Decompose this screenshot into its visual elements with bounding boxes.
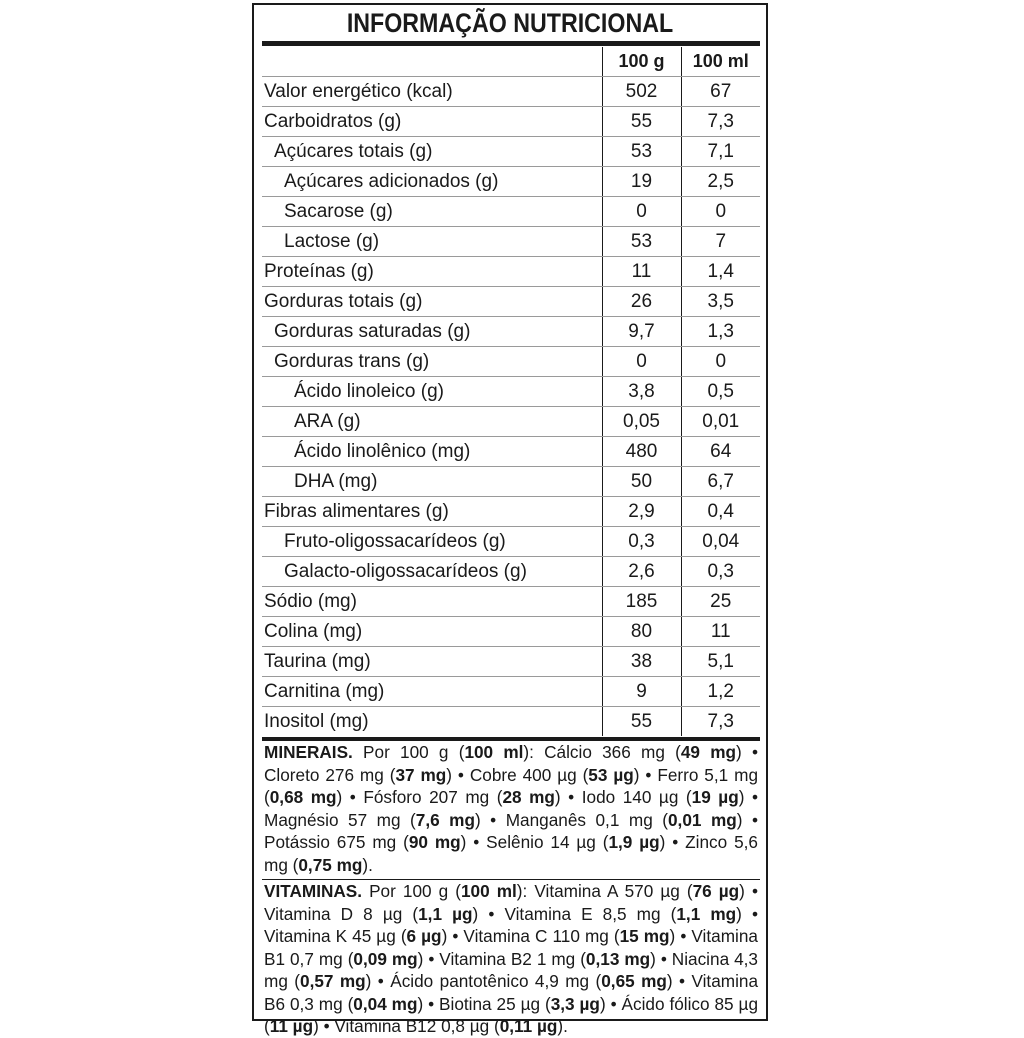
value-100ml: 3,5 (681, 287, 760, 317)
nutrient-label: Açúcares adicionados (g) (262, 167, 602, 197)
vitamins-text-segment: 1,1 µg (418, 903, 473, 924)
minerals-text-segment: ) • Cloreto 276 mg ( (264, 742, 758, 785)
value-100g: 53 (602, 227, 681, 257)
value-100g: 502 (602, 77, 681, 107)
table-row (262, 527, 760, 557)
value-100ml: 0,5 (681, 377, 760, 407)
value-100g: 480 (602, 437, 681, 467)
value-100ml: 0,04 (681, 527, 760, 557)
value-100g: 0 (602, 197, 681, 227)
value-100g: 0,05 (602, 407, 681, 437)
table-row (262, 497, 760, 527)
minerals-text-segment: 1,9 µg (608, 832, 660, 852)
vitamins-text-segment: 3,3 µg (550, 993, 600, 1014)
vitamins-text-segment: 1,1 mg (676, 903, 737, 924)
minerals-text-segment: ) • Magnésio 57 mg ( (264, 787, 758, 830)
value-100g: 3,8 (602, 377, 681, 407)
table-row (262, 257, 760, 287)
nutrient-label: Carnitina (mg) (262, 677, 602, 707)
value-100ml: 25 (681, 587, 760, 617)
minerals-text-segment: 19 µg (691, 787, 739, 807)
value-100ml: 5,1 (681, 647, 760, 677)
vitamins-text-segment: ). (557, 1016, 568, 1036)
nutrient-label: Valor energético (kcal) (262, 77, 602, 107)
header-blank (262, 47, 602, 77)
table-row (262, 197, 760, 227)
nutrient-label: Carboidratos (g) (262, 107, 602, 137)
table-row (262, 587, 760, 617)
vitamins-text-segment: 76 µg (692, 881, 740, 901)
nutrient-label: Taurina (mg) (262, 647, 602, 677)
nutrient-label: Ácido linoleico (g) (262, 377, 602, 407)
minerals-text-segment: ) • Fósforo 207 mg ( (336, 787, 503, 807)
value-100g: 2,9 (602, 497, 681, 527)
minerals-text-segment: ) • Manganês 0,1 mg ( (474, 809, 668, 830)
header-100g: 100 g (602, 47, 681, 77)
value-100ml: 7,1 (681, 137, 760, 167)
table-row (262, 377, 760, 407)
title-rule (262, 41, 760, 46)
value-100g: 50 (602, 467, 681, 497)
minerals-text-segment: 49 mg (680, 742, 737, 762)
minerals-text-segment: ). (362, 854, 373, 875)
table-row (262, 107, 760, 137)
table-row (262, 677, 760, 707)
value-100ml: 2,5 (681, 167, 760, 197)
vitamins-text-segment: 0,11 µg (499, 1016, 558, 1036)
vitamins-text-segment: 0,57 mg (300, 971, 366, 991)
vitamins-text-segment: ) • Ácido pantotênico 4,9 mg ( (365, 971, 602, 991)
minerals-text-segment: ): Cálcio 366 mg ( (523, 742, 681, 762)
nutrient-label: Colina (mg) (262, 617, 602, 647)
minerals-text-segment: ) • Zinco 5,6 mg ( (264, 832, 758, 875)
nutrition-table-body (262, 77, 760, 737)
minerals-text-segment: 53 µg (588, 764, 634, 785)
vitamins-text-segment: ) • Vitamina B2 1 mg ( (417, 948, 586, 969)
nutrient-label: Sódio (mg) (262, 587, 602, 617)
vitamins-text-segment: 6 µg (406, 926, 442, 946)
nutrient-label: Gorduras trans (g) (262, 347, 602, 377)
vitamins-text-segment: 11 µg (269, 1016, 314, 1036)
minerals-text-segment: MINERAIS. (264, 742, 353, 762)
value-100g: 11 (602, 257, 681, 287)
value-100g: 0 (602, 347, 681, 377)
table-row (262, 707, 760, 737)
minerals-text-segment: ) • Ferro 5,1 mg ( (264, 764, 759, 807)
table-row (262, 647, 760, 677)
value-100ml: 0 (681, 347, 760, 377)
vitamins-text-segment: 15 mg (619, 926, 670, 946)
vitamins-text-segment: 0,65 mg (601, 971, 667, 991)
vitamins-text-segment: ) • Niacina 4,3 mg ( (264, 948, 758, 991)
table-row (262, 557, 760, 587)
nutrient-label: DHA (mg) (262, 467, 602, 497)
minerals-text-segment: 0,68 mg (269, 787, 337, 807)
nutrient-label: Gorduras totais (g) (262, 287, 602, 317)
nutrition-table (262, 47, 760, 736)
minerals-paragraph (264, 741, 758, 876)
vitamins-text-segment: VITAMINAS. (264, 881, 363, 901)
value-100ml: 67 (681, 77, 760, 107)
value-100ml: 0,3 (681, 557, 760, 587)
nutrient-label: Gorduras saturadas (g) (262, 317, 602, 347)
value-100g: 9,7 (602, 317, 681, 347)
value-100g: 0,3 (602, 527, 681, 557)
value-100ml: 7 (681, 227, 760, 257)
value-100g: 26 (602, 287, 681, 317)
vitamins-text-segment: ) • Vitamina E 8,5 mg ( (472, 903, 677, 924)
vitamins-text-segment: ) • Vitamina D 8 µg ( (264, 881, 758, 924)
table-header-row (262, 47, 760, 77)
vitamins-text-segment: 0,09 mg (353, 948, 418, 969)
table-row (262, 77, 760, 107)
value-100ml: 0,4 (681, 497, 760, 527)
minerals-text-segment: Por 100 g ( (352, 742, 465, 762)
vitamins-text-segment: ) • Ácido fólico 85 µg ( (264, 993, 759, 1036)
vitamins-text-segment: ) • Vitamina B12 0,8 µg ( (313, 1016, 500, 1036)
value-100g: 55 (602, 107, 681, 137)
table-row (262, 347, 760, 377)
vitamins-text-segment: 0,13 mg (585, 948, 651, 969)
value-100g: 185 (602, 587, 681, 617)
value-100ml: 1,4 (681, 257, 760, 287)
vitamins-paragraph (264, 880, 758, 1038)
nutrient-label: Açúcares totais (g) (262, 137, 602, 167)
value-100ml: 64 (681, 437, 760, 467)
value-100g: 80 (602, 617, 681, 647)
value-100g: 53 (602, 137, 681, 167)
value-100ml: 0 (681, 197, 760, 227)
nutrition-facts-panel (252, 3, 768, 1036)
minerals-text-segment: 0,01 mg (668, 809, 737, 830)
table-row (262, 617, 760, 647)
minerals-text-segment: ) • Cobre 400 µg ( (446, 764, 589, 785)
value-100g: 9 (602, 677, 681, 707)
minerals-text-segment: 90 mg (408, 832, 461, 852)
table-row (262, 287, 760, 317)
table-row (262, 437, 760, 467)
value-100ml: 6,7 (681, 467, 760, 497)
table-row (262, 137, 760, 167)
minerals-text-segment: 100 ml (464, 742, 524, 762)
value-100g: 55 (602, 707, 681, 737)
nutrient-label: Lactose (g) (262, 227, 602, 257)
vitamins-text-segment: 100 ml (460, 881, 517, 901)
vitamins-text-segment: ) • Vitamina C 110 mg ( (441, 926, 620, 946)
vitamins-text-segment: Por 100 g ( (362, 881, 461, 901)
value-100g: 19 (602, 167, 681, 197)
table-row (262, 167, 760, 197)
nutrient-label: Fruto-oligossacarídeos (g) (262, 527, 602, 557)
nutrient-label: Ácido linolênico (mg) (262, 437, 602, 467)
table-row (262, 227, 760, 257)
minerals-text-segment: 0,75 mg (298, 854, 363, 875)
table-row (262, 317, 760, 347)
value-100g: 38 (602, 647, 681, 677)
vitamins-text-segment: ) • Biotina 25 µg ( (417, 993, 551, 1014)
minerals-text-segment: 7,6 mg (415, 809, 475, 830)
header-100ml: 100 ml (681, 47, 760, 77)
table-row (262, 467, 760, 497)
nutrient-label: Fibras alimentares (g) (262, 497, 602, 527)
value-100ml: 11 (681, 617, 760, 647)
nutrient-label: ARA (g) (262, 407, 602, 437)
minerals-text-segment: ) • Selênio 14 µg ( (460, 832, 609, 852)
nutrient-label: Inositol (mg) (264, 711, 369, 732)
value-100ml: 1,3 (681, 317, 760, 347)
value-100ml: 7,3 (681, 707, 760, 737)
value-100ml: 0,01 (681, 407, 760, 437)
vitamins-text-segment: ) • Vitamina B1 0,7 mg ( (264, 926, 758, 969)
value-100g: 2,6 (602, 557, 681, 587)
panel-title: INFORMAÇÃO NUTRICIONAL (346, 8, 674, 38)
vitamins-text-segment: ) • Vitamina K 45 µg ( (264, 903, 758, 946)
minerals-text-segment: 28 mg (502, 787, 555, 807)
nutrient-label: Proteínas (g) (262, 257, 602, 287)
minerals-text-segment: 37 mg (395, 764, 447, 785)
nutrient-label: Galacto-oligossacarídeos (g) (262, 557, 602, 587)
table-row (262, 407, 760, 437)
nutrient-label: Sacarose (g) (262, 197, 602, 227)
value-100ml: 7,3 (681, 107, 760, 137)
vitamins-text-segment: ) • Vitamina B6 0,3 mg ( (264, 971, 759, 1014)
minerals-text-segment: ) • Iodo 140 µg ( (554, 787, 692, 807)
minerals-text-segment: ) • Potássio 675 mg ( (264, 809, 758, 852)
vitamins-text-segment: ): Vitamina A 570 µg ( (516, 881, 693, 901)
vitamins-text-segment: 0,04 mg (353, 993, 418, 1014)
value-100ml: 1,2 (681, 677, 760, 707)
